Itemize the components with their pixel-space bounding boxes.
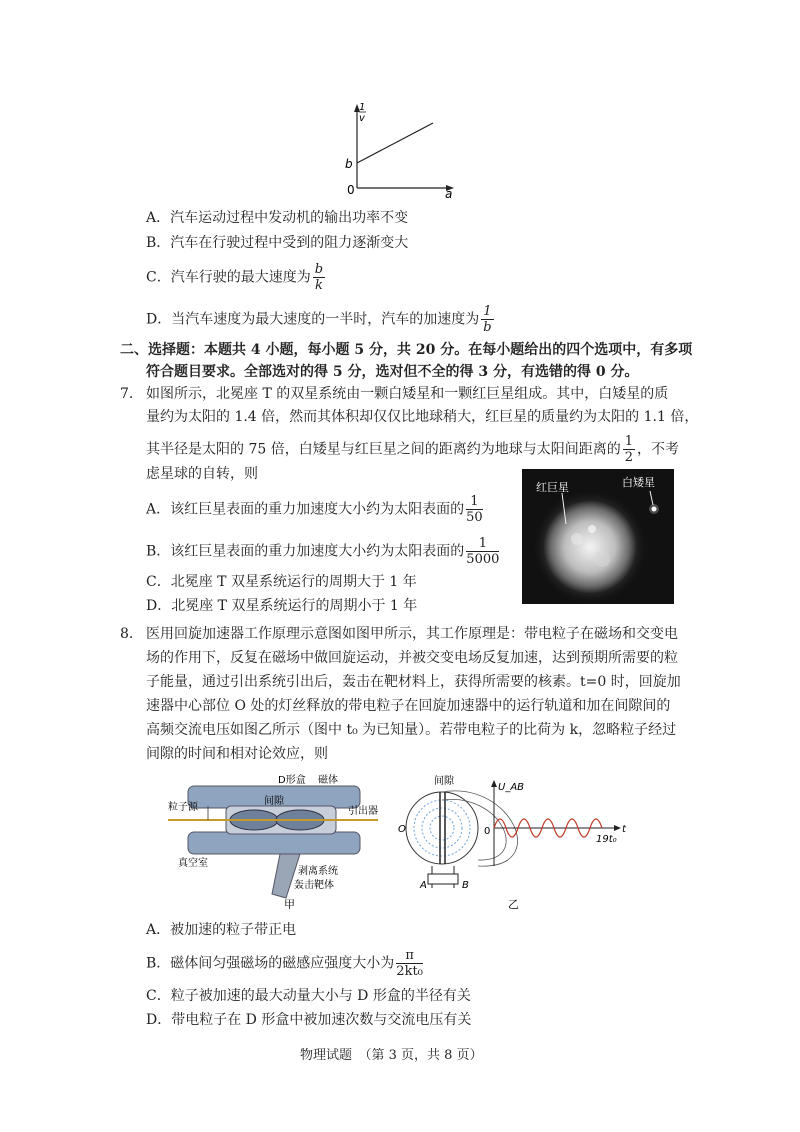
- q6-option-c: [146, 262, 327, 293]
- label-white-dwarf: 白矮星: [622, 476, 655, 489]
- y-label-num: 1: [359, 102, 366, 113]
- q6-option-d: [146, 304, 496, 335]
- q8-line6: 间隙的时间和相对论效应，则: [146, 746, 328, 762]
- q6-option-b: B．汽车在行驶过程中受到的阻力逐渐变大: [146, 235, 409, 251]
- section2-line2: 符合题目要求。全部选对的得 5 分，选对但不全的得 3 分，有选错的得 0 分。: [146, 364, 639, 380]
- q6-option-d-text: D．当汽车速度为最大速度的一半时，汽车的加速度为: [146, 311, 480, 328]
- label-d-box: D形盒: [278, 775, 306, 786]
- x-label: a: [445, 187, 453, 200]
- red-giant-star: [544, 501, 636, 593]
- q8-line2: 场的作用下，反复在磁场中做回旋运动，并被交变电场反复加速，达到预期所需要的粒: [146, 650, 678, 666]
- q7-line4: 虑星球的自转，则: [146, 466, 258, 482]
- caption-jia: 甲: [284, 898, 295, 910]
- label-gap-yi: 间隙: [434, 776, 454, 787]
- binary-star-photo: [522, 469, 674, 604]
- q7-option-b-fraction: $\frac{1}{5000}$: [466, 536, 500, 567]
- q8-option-b-fraction: $\frac{\pi}{\text{2kt₀}}$: [396, 948, 423, 979]
- q7-option-a-fraction: $\frac{1}{50}$: [466, 494, 483, 525]
- q7-option-b: B．该红巨星表面的重力加速度大小约为太阳表面的 $\frac{1}{5000}$: [146, 536, 500, 567]
- label-b: B: [462, 880, 469, 891]
- label-gap: 间隙: [264, 796, 284, 807]
- figure-yi-trajectory: [392, 770, 632, 910]
- q6-option-a: A．汽车运动过程中发动机的输出功率不变: [146, 210, 409, 226]
- label-extractor: 引出器: [348, 806, 378, 817]
- page-footer: 物理试题 （第 3 页，共 8 页）: [300, 1048, 483, 1063]
- q8-line5: 高频交流电压如图乙所示（图中 t₀ 为已知量）。若带电粒子的比荷为 k，忽略粒子经过: [146, 722, 677, 738]
- label-zero: 0: [484, 826, 491, 837]
- q8-option-c: C．粒子被加速的最大动量大小与 D 形盒的半径有关: [146, 988, 471, 1004]
- label-strip: 剥离系统: [298, 866, 338, 877]
- label-t: t: [622, 824, 626, 835]
- d-box-circle: [406, 792, 478, 864]
- label-a: A: [420, 880, 427, 891]
- q8-line3: 子能量，通过引出系统引出后，轰击在靶材料上，获得所需要的核素。t=0 时，回旋加: [146, 674, 681, 690]
- q7-option-c: C．北冕座 T 双星系统运行的周期大于 1 年: [146, 574, 417, 590]
- graph-line: [357, 123, 433, 163]
- q8-option-a: A．被加速的粒子带正电: [146, 922, 297, 938]
- label-uab: U_AB: [498, 782, 525, 793]
- q7-option-d: D．北冕座 T 双星系统运行的周期小于 1 年: [146, 598, 418, 614]
- ac-source: [428, 874, 458, 884]
- label-magnet: 磁体: [318, 775, 338, 786]
- q8-option-b: B．磁体间匀强磁场的磁感应强度大小为 $\frac{\pi}{\text{2kt₀}}$: [146, 948, 423, 979]
- q8-number: 8.: [120, 626, 134, 642]
- intercept-label: b: [345, 157, 353, 171]
- label-red-giant: 红巨星: [536, 481, 569, 494]
- q7-line1: 如图所示，北冕座 T 的双星系统由一颗白矮星和一颗红巨星组成。其中，白矮星的质: [146, 386, 669, 402]
- target-arm: [272, 854, 300, 898]
- q8-line1: 医用回旋加速器工作原理示意图如图甲所示，其工作原理是：带电粒子在磁场和交变电: [146, 626, 678, 642]
- q7-line2: 量约为太阳的 1.4 倍，然而其体积却仅仅比地球稍大，红巨星的质量约为太阳的 1.1 倍，: [146, 409, 699, 425]
- figure-jia-cyclotron: [168, 770, 386, 910]
- q7-option-a: A．该红巨星表面的重力加速度大小约为太阳表面的 $\frac{1}{50}$: [146, 494, 483, 525]
- q7-line3: 其半径是太阳的 75 倍，白矮星与红巨星之间的距离约为地球与太阳间距离的 $\frac{1}{2}$ ，不考: [146, 434, 679, 465]
- caption-yi: 乙: [508, 898, 519, 910]
- label-target: 轰击靶体: [294, 880, 334, 891]
- section2-line1: 二、选择题：本题共 4 小题，每小题 5 分，共 20 分。在每小题给出的四个选项中，有多项: [120, 342, 693, 358]
- origin-label: 0: [347, 183, 355, 197]
- label-source: 粒子源: [168, 802, 198, 813]
- q7-number: 7.: [120, 386, 134, 402]
- label-t-end: 19t₀: [596, 834, 617, 845]
- q8-line4: 速器中心部位 O 处的灯丝释放的带电粒子在回旋加速器中的运行轨道和加在间隙间的: [146, 698, 671, 714]
- q6-option-c-text: C．汽车行驶的最大速度为: [146, 269, 311, 286]
- magnet-bottom: [188, 832, 360, 854]
- label-vacuum: 真空室: [178, 858, 208, 869]
- q6-option-c-fraction: $\frac{b}{k}$: [314, 262, 324, 293]
- label-o: O: [398, 824, 406, 835]
- q6-option-d-fraction: $\frac{1}{b}$: [483, 304, 492, 335]
- inverse-velocity-graph: [335, 100, 465, 200]
- q7-half-fraction: $\frac{1}{2}$: [624, 434, 633, 465]
- y-label-den: v: [359, 113, 365, 124]
- q8-option-d: D．带电粒子在 D 形盒中被加速次数与交流电压有关: [146, 1012, 472, 1028]
